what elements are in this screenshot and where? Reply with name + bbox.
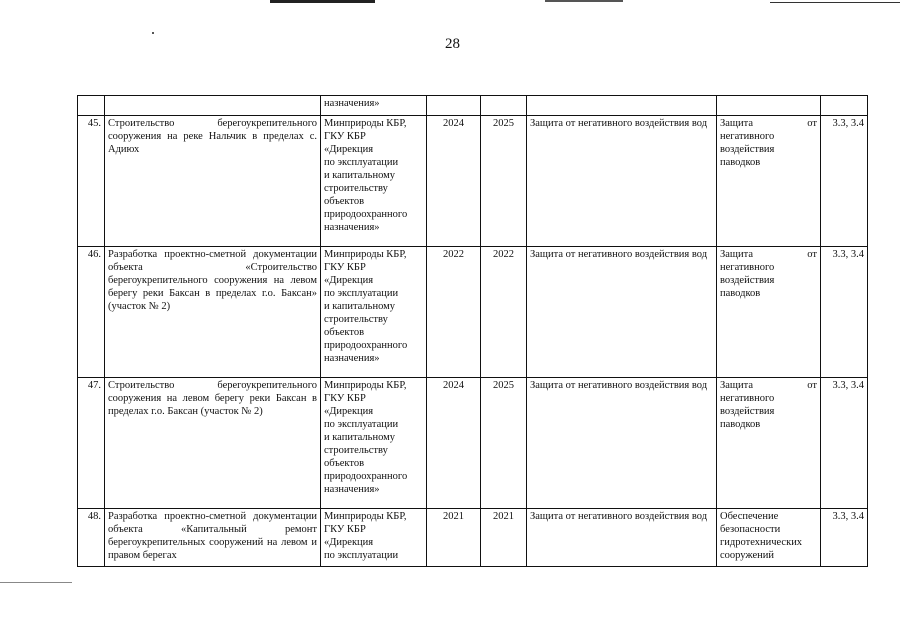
cell-task (717, 378, 821, 509)
task-word: Защита (720, 118, 754, 129)
cell-task: Обеспечение безопасности гидротехнических сооружений (717, 509, 821, 567)
cell-ref (821, 96, 868, 116)
task-first-line (720, 379, 817, 392)
cell-start (427, 96, 481, 116)
cell-task (717, 96, 821, 116)
cell-num: 46. (78, 247, 105, 378)
cell-goal: Защита от негативного воздействия вод (527, 378, 717, 509)
cell-end: 2025 (481, 116, 527, 247)
cell-executor: назначения» (321, 96, 427, 116)
cell-end: 2021 (481, 509, 527, 567)
cell-end: 2022 (481, 247, 527, 378)
task-first-line (720, 117, 817, 130)
cell-name: Строительство берегоукрепительного сооружения на реке Нальчик в пределах с. Адиюх (105, 116, 321, 247)
cell-start: 2021 (427, 509, 481, 567)
task-rest: негативного воздействия паводков (720, 131, 775, 168)
table-row (78, 378, 868, 509)
cell-name: Разработка проектно-сметной документации объекта «Капитальный ремонт берегоукрепительных сооружений на левом и правом берегах (105, 509, 321, 567)
cell-goal: Защита от негативного воздействия вод (527, 509, 717, 567)
scan-speck (152, 32, 154, 34)
cell-end (481, 96, 527, 116)
cell-executor: Минприроды КБР, ГКУ КБР «Дирекция по эксплуатации и капитальному строительству объектов природоохранного назначения» (321, 247, 427, 378)
task-word: от (807, 118, 817, 129)
task-word: от (807, 249, 817, 260)
task-first-line (720, 248, 817, 261)
table-row (78, 247, 868, 378)
cell-start: 2024 (427, 378, 481, 509)
cell-task (717, 247, 821, 378)
cell-ref: 3.3, 3.4 (821, 116, 868, 247)
cell-executor: Минприроды КБР, ГКУ КБР «Дирекция по эксплуатации и капитальному строительству объектов природоохранного назначения» (321, 116, 427, 247)
measures-table (77, 95, 868, 567)
task-rest: негативного воздействия паводков (720, 262, 775, 299)
cell-name (105, 96, 321, 116)
cell-goal (527, 96, 717, 116)
table-row (78, 116, 868, 247)
cell-goal: Защита от негативного воздействия вод (527, 247, 717, 378)
scan-artifact-line (0, 582, 72, 583)
scan-artifact-line (545, 0, 623, 2)
task-word: Защита (720, 380, 754, 391)
cell-name: Строительство берегоукрепительного сооружения на левом берегу реки Баксан в пределах г.о. Баксан (участок № 2) (105, 378, 321, 509)
cell-ref: 3.3, 3.4 (821, 247, 868, 378)
scan-artifact-line (770, 2, 900, 3)
scan-artifact-line (270, 0, 375, 3)
cell-num: 45. (78, 116, 105, 247)
cell-ref: 3.3, 3.4 (821, 509, 868, 567)
cell-start: 2024 (427, 116, 481, 247)
cell-name: Разработка проектно-сметной документации объекта «Строительство берегоукрепительного сооружения на левом берегу реки Баксан в пределах г.о. Баксан» (участок № 2) (105, 247, 321, 378)
cell-ref: 3.3, 3.4 (821, 378, 868, 509)
cell-num: 48. (78, 509, 105, 567)
cell-end: 2025 (481, 378, 527, 509)
cell-executor: Минприроды КБР, ГКУ КБР «Дирекция по эксплуатации (321, 509, 427, 567)
task-rest: негативного воздействия паводков (720, 393, 775, 430)
cell-goal: Защита от негативного воздействия вод (527, 116, 717, 247)
task-word: Защита (720, 249, 754, 260)
cell-task (717, 116, 821, 247)
page-number: 28 (445, 36, 460, 52)
cell-num (78, 96, 105, 116)
table-row-continuation (78, 96, 868, 116)
task-word: от (807, 380, 817, 391)
cell-executor: Минприроды КБР, ГКУ КБР «Дирекция по эксплуатации и капитальному строительству объектов природоохранного назначения» (321, 378, 427, 509)
cell-num: 47. (78, 378, 105, 509)
cell-start: 2022 (427, 247, 481, 378)
table-row (78, 509, 868, 567)
